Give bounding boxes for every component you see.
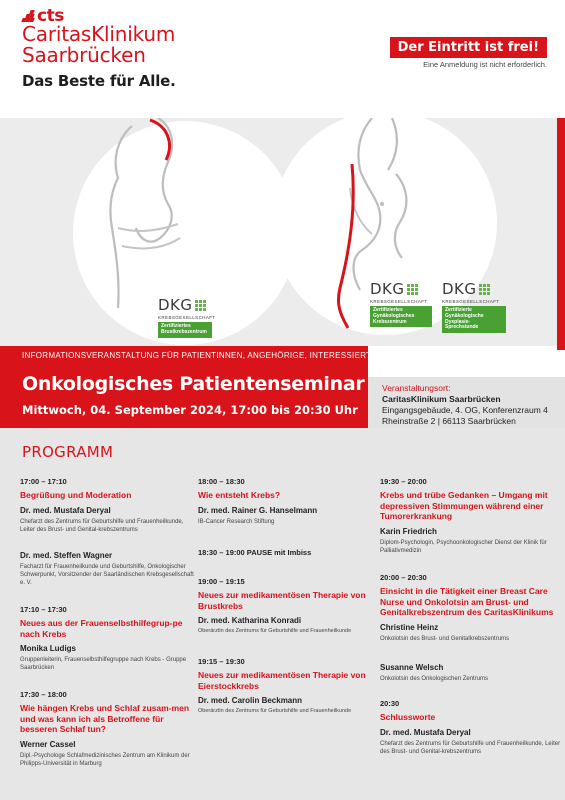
venue-line-1: Eingangsgebäude, 4. OG, Konferenzraum 4 — [382, 405, 548, 415]
event-kicker: INFORMATIONSVERANSTALTUNG FÜR PATIENTINNEN, ANGEHÖRIGE, INTERESSIERTE — [22, 351, 377, 360]
hero-illustration — [0, 118, 565, 346]
program-title: PROGRAMM — [22, 443, 114, 461]
venue-label: Veranstaltungsort: — [382, 383, 451, 393]
venue-box — [368, 377, 565, 435]
dkg-logo-gyn: DKG KREBSGESELLSCHAFT Zertifiziertes Gynäkologisches Krebszentrum — [370, 280, 432, 327]
program-item: 17:00 – 17:10 Begrüßung und Moderation Dr. med. Mustafa Deryal Chefarzt des Zentrums für Geburtshilfe und Frauenheilkunde, Leiter des Brust- und Genital-krebszentrums — [20, 477, 184, 533]
program-item: 19:00 – 19:15 Neues zur medikamentösen Therapie von Brustkrebs Dr. med. Katharina Konradi Oberärztin des Zentrums für Geburtshilfe und Frauenheilkunde — [198, 577, 366, 634]
program-item: 19:15 – 19:30 Neues zur medikamentösen Therapie von Eierstockkrebs Dr. med. Carolin Beckmann Oberärztin des Zentrums für Geburtshilfe und Frauenheilkunde — [198, 657, 366, 714]
cts-mark-icon — [22, 10, 36, 22]
program-item: 18:00 – 18:30 Wie entsteht Krebs? Dr. med. Rainer G. Hanselmann IB-Cancer Research Stiftung — [198, 477, 318, 525]
program-item: 17:10 – 17:30 Neues aus der Frauenselbsthilfegrup-pe nach Krebs Monika Ludigs Gruppenleiterin, Frauenselbsthilfegruppe nach Krebs - Gruppe Saarbrücken — [20, 605, 187, 671]
brand-line-1: CaritasKlinikum — [22, 22, 176, 46]
dkg-grid-icon — [479, 284, 490, 295]
brand-logo — [22, 8, 176, 90]
program-item: Dr. med. Steffen Wagner Facharzt für Frauenheilkunde und Geburtshilfe, Onkologischer Schwerpunkt, Vorsitzender der Saarländischen Krebsgesellschaft e. V. — [20, 551, 194, 586]
event-title: Onkologisches Patientenseminar — [22, 373, 365, 395]
program-item: Susanne Welsch Onkolotsin des Onkologischen Zentrums — [380, 663, 489, 682]
program-item: 20:30 Schlussworte Dr. med. Mustafa Deryal Chefarzt des Zentrums für Geburtshilfe und Frauenheilkunde, Leiter des Brust- und Genital-krebszentrums — [380, 699, 561, 755]
brand-line-2: Saarbrücken — [22, 43, 146, 67]
program-item: 20:00 – 20:30 Einsicht in die Tätigkeit einer Breast Care Nurse und Onkolotsin am Brust- und Genitalkrebszentrum des CaritasKlinikums Christine Heinz Onkolotsin des Brust- und Genitalkrebszentrums — [380, 573, 554, 642]
brand-claim: Das Beste für Alle. — [22, 72, 176, 90]
program-item: 17:30 – 18:00 Wie hängen Krebs und Schlaf zusam-men und was kann ich als Betroffene für besseren Schlaf tun? Werner Cassel Dipl.-Psychologe Schlafmedizinisches Zentrum am Klinikum der Philipps-Universität in Marburg — [20, 690, 190, 767]
free-entry-note: Eine Anmeldung ist nicht erforderlich. — [423, 60, 547, 69]
brand-short: cts — [37, 6, 64, 26]
dkg-grid-icon — [407, 284, 418, 295]
venue-line-2: Rheinstraße 2 | 66113 Saarbrücken — [382, 416, 516, 426]
dkg-logo-dysplasia: DKG KREBSGESELLSCHAFT Zertifizierte Gynäkologische Dysplasie-Sprechstunde — [442, 280, 506, 333]
dkg-logo-breast: DKG KREBSGESELLSCHAFT Zertifiziertes Brustkrebszentrum — [158, 296, 216, 338]
free-entry-badge: Der Eintritt ist frei! — [390, 37, 547, 58]
event-date: Mittwoch, 04. September 2024, 17:00 bis 20:30 Uhr — [22, 403, 358, 417]
venue-name: CaritasKlinikum Saarbrücken — [382, 394, 501, 404]
dkg-grid-icon — [195, 300, 206, 311]
accent-bar — [557, 118, 565, 350]
program-item-break: 18:30 – 19:00 PAUSE mit Imbiss — [198, 548, 312, 557]
program-item: 19:30 – 20:00 Krebs und trübe Gedanken – Umgang mit depressiven Stimmungen während einer Tumorerkrankung Karin Friedrich Diplom-Psychologin, Psychoonkologischer Dienst der Klinik für Palliativmedizin — [380, 477, 548, 554]
